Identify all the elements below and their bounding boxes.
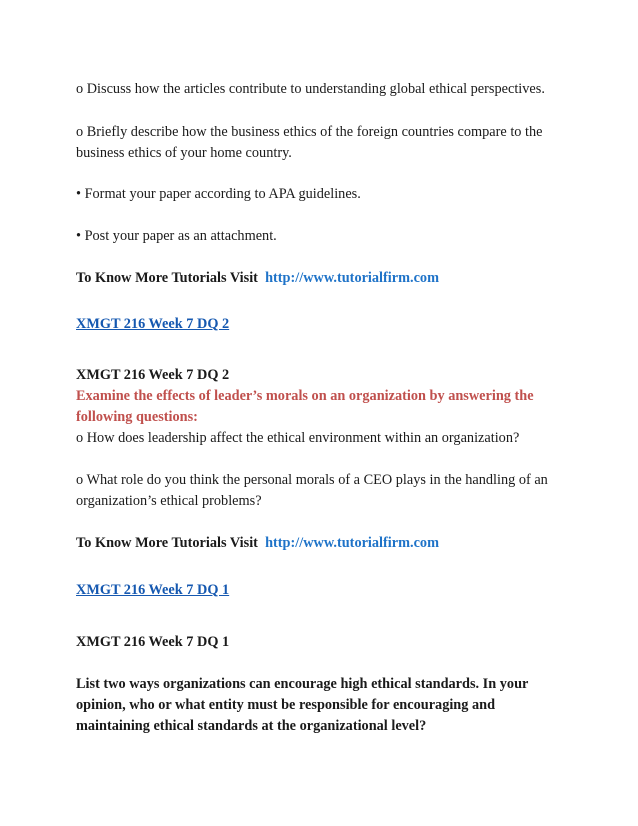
promo-label: To Know More Tutorials Visit (76, 270, 258, 286)
dq1-body-line2: opinion, who or what entity must be responsible for encouraging and (76, 697, 496, 713)
dq2-prompt-line2: following questions: (76, 409, 198, 425)
dq1-link[interactable] (76, 580, 229, 601)
dq2-question-1: o How does leadership affect the ethical environment within an organization? (76, 430, 520, 446)
promo-line-1 (76, 268, 439, 289)
tutorialfirm-link[interactable]: http://www.tutorialfirm.com (265, 535, 439, 551)
bullet-apa-format: • Format your paper according to APA guidelines. (76, 186, 361, 202)
bullet-business-ethics-line2: business ethics of your home country. (76, 145, 292, 161)
dq2-link-text[interactable]: XMGT 216 Week 7 DQ 2 (76, 316, 230, 332)
dq1-link-text[interactable]: XMGT 216 Week 7 DQ 1 (76, 582, 230, 598)
dq2-question-2-line2: organization’s ethical problems? (76, 493, 262, 509)
dq2-heading: XMGT 216 Week 7 DQ 2 (76, 367, 230, 383)
dq2-prompt-line1: Examine the effects of leader’s morals on an organization by answering the (76, 388, 534, 404)
dq1-body-line3: maintaining ethical standards at the organizational level? (76, 718, 427, 734)
bullet-business-ethics-line1: o Briefly describe how the business ethics of the foreign countries compare to the (76, 124, 543, 140)
dq2-question-2-line1: o What role do you think the personal morals of a CEO plays in the handling of an (76, 472, 548, 488)
dq1-heading: XMGT 216 Week 7 DQ 1 (76, 634, 230, 650)
bullet-discuss-articles: o Discuss how the articles contribute to understanding global ethical perspectives. (76, 81, 545, 97)
dq2-link[interactable] (76, 314, 229, 335)
promo-line-2 (76, 533, 439, 554)
tutorialfirm-link[interactable]: http://www.tutorialfirm.com (265, 270, 439, 286)
dq1-body-line1: List two ways organizations can encourage high ethical standards. In your (76, 676, 529, 692)
bullet-post-attachment: • Post your paper as an attachment. (76, 228, 277, 244)
promo-label: To Know More Tutorials Visit (76, 535, 258, 551)
